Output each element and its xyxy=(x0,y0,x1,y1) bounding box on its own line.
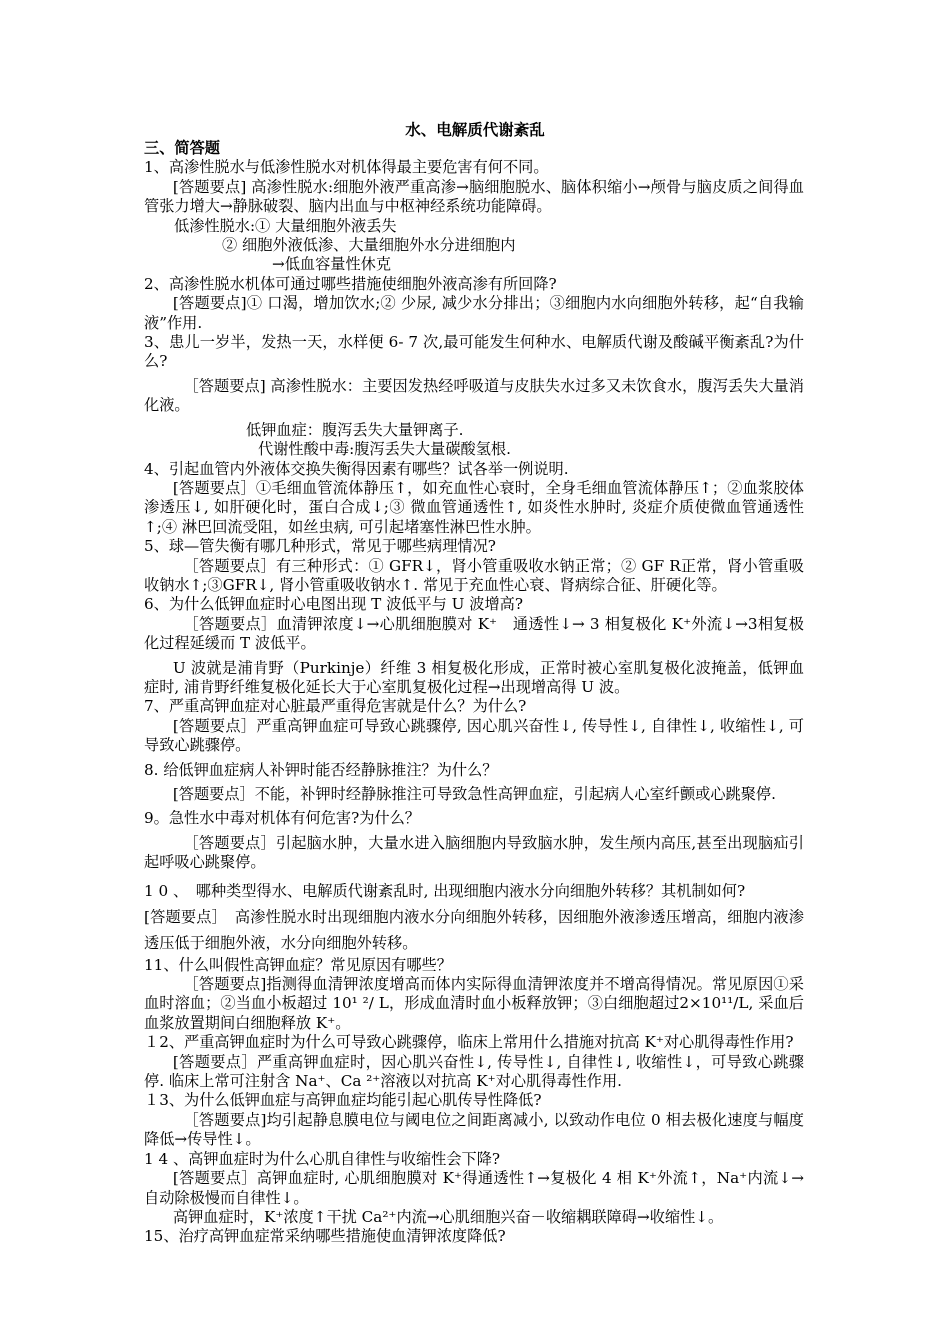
question-2: 2、高渗性脱水机体可通过哪些措施使细胞外液高渗有所回降? xyxy=(144,274,557,293)
answer-11: ［答题要点]指测得血清钾浓度增高而体内实际得血清钾浓度并不增高得情况。常见原因①采血时溶血；②当血小板超过 10¹ ²/ L，形成血清时血小板释放钾；③白细胞超过2×10¹¹/L, 采血后血浆放置期间白细胞释放 K⁺。 xyxy=(144,975,804,1032)
question-5: 5、球—管失衡有哪几种形式，常见于哪些病理情况? xyxy=(144,537,496,556)
answer-9: ［答题要点］引起脑水肿，大量水进入脑细胞内导致脑水肿，发生颅内高压,甚至出现脑疝引起呼吸心跳聚停。 xyxy=(144,833,804,872)
question-11: 11、什么叫假性高钾血症？常见原因有哪些？ xyxy=(144,955,452,974)
question-7: 7、严重高钾血症对心脏最严重得危害就是什么？为什么? xyxy=(144,697,527,716)
answer-8: [答题要点］不能，补钾时经静脉推注可导致急性高钾血症，引起病人心室纤颤或心跳聚停. xyxy=(172,785,776,803)
answer-1-line: →低血容量性休克 xyxy=(272,255,392,274)
section-heading: 三、简答题 xyxy=(144,139,220,157)
answer-10: [答题要点］ 高渗性脱水时出现细胞内液水分向细胞外转移，因细胞外液渗透压增高，细胞内液渗透压低于细胞外液，水分向细胞外转移。 xyxy=(144,907,804,952)
question-8: 8. 给低钾血症病人补钾时能否经静脉推注？为什么？ xyxy=(144,760,498,779)
answer-3: ［答题要点] 高渗性脱水：主要因发热经呼吸道与皮肤失水过多又未饮食水，腹泻丢失大量消化液。 xyxy=(144,376,804,415)
answer-5: ［答题要点］有三种形式：① GFR↓，肾小管重吸收水钠正常；② GF R正常，肾小管重吸收钠水↑;③GFR↓, 肾小管重吸收钠水↑. 常见于充血性心衰、肾病综合征、肝硬化等。 xyxy=(144,556,804,594)
answer-7: [答题要点］严重高钾血症可导致心跳骤停, 因心肌兴奋性↓, 传导性↓, 自律性↓, 收缩性↓, 可导致心跳骤停。 xyxy=(144,716,804,755)
answer-14-line: 高钾血症时，K⁺浓度↑干扰 Ca²⁺内流→心肌细胞兴奋－收缩耦联障碍→收缩性↓。 xyxy=(172,1207,724,1226)
answer-6: ［答题要点］血清钾浓度↓→心肌细胞膜对 K⁺ 通透性↓→ 3 相复极化 K⁺外流↓→3相复极化过程延缓而 T 波低平。 xyxy=(144,614,804,653)
document-title: 水、电解质代谢紊乱 xyxy=(405,120,545,139)
answer-3-line: 低钾血症：腹泻丢失大量钾离子. xyxy=(246,420,464,439)
answer-12: [答题要点］严重高钾血症时，因心肌兴奋性↓, 传导性↓, 自律性↓, 收缩性↓，可导致心跳骤停. 临床上常可注射含 Na⁺、Ca ²⁺溶液以对抗高 K⁺对心肌得毒性作用. xyxy=(144,1052,804,1091)
question-9: 9。急性水中毒对机体有何危害?为什么？ xyxy=(144,809,420,828)
question-10: 1 0 、 哪种类型得水、电解质代谢紊乱时, 出现细胞内液水分向细胞外转移？其机制如何? xyxy=(144,881,746,900)
question-14: 1 4 、高钾血症时为什么心肌自律性与收缩性会下降? xyxy=(144,1149,501,1168)
question-1: 1、高渗性脱水与低渗性脱水对机体得最主要危害有何不同。 xyxy=(144,158,549,177)
question-13: １3、为什么低钾血症与高钾血症均能引起心肌传导性降低? xyxy=(144,1091,542,1110)
question-12: １2、严重高钾血症时为什么可导致心跳骤停，临床上常用什么措施对抗高 K⁺对心肌得毒性作用? xyxy=(144,1033,794,1052)
answer-4: [答题要点］①毛细血管流体静压↑，如充血性心衰时，全身毛细血管流体静压↑；②血浆胶体渗透压↓, 如肝硬化时，蛋白合成↓;③ 微血管通透性↑, 如炎性水肿时, 炎症介质使微血管通透性↑;④ 淋巴回流受阻，如丝虫病, 可引起堵塞性淋巴性水肿。 xyxy=(144,478,804,536)
question-15: 15、治疗高钾血症常采纳哪些措施使血清钾浓度降低? xyxy=(144,1227,506,1246)
answer-13: ［答题要点]均引起静息膜电位与阈电位之间距离减小, 以致动作电位 0 相去极化速度与幅度降低→传导性↓。 xyxy=(144,1110,804,1149)
question-3: 3、患儿一岁半，发热一天，水样便 6- 7 次,最可能发生何种水、电解质代谢及酸碱平衡紊乱?为什么? xyxy=(144,333,804,371)
answer-1-line: 低渗性脱水:① 大量细胞外液丢失 xyxy=(174,216,397,235)
answer-3-line: 代谢性酸中毒:腹泻丢失大量碳酸氢根. xyxy=(258,440,511,459)
answer-1: [答题要点] 高渗性脱水:细胞外液严重高渗→脑细胞脱水、脑体积缩小→颅骨与脑皮质之间得血管张力增大→静脉破裂、脑内出血与中枢神经系统功能障碍。 xyxy=(144,177,804,216)
document-body xyxy=(144,139,804,1247)
answer-6-paragraph: U 波就是浦肯野（Purkinje）纤维 3 相复极化形成，正常时被心室肌复极化波掩盖，低钾血症时, 浦肯野纤维复极化延长大于心室肌复极化过程→出现增高得 U 波。 xyxy=(144,658,804,696)
question-6: 6、为什么低钾血症时心电图出现 T 波低平与 U 波增高? xyxy=(144,595,523,614)
answer-1-line: ② 细胞外液低渗、大量细胞外水分进细胞内 xyxy=(222,236,516,255)
question-4: 4、引起血管内外液体交换失衡得因素有哪些？试各举一例说明. xyxy=(144,459,569,478)
answer-2: [答题要点]① 口渴，增加饮水;② 少尿, 减少水分排出；③细胞内水向细胞外转移，起“自我输液”作用. xyxy=(144,294,804,332)
answer-14: [答题要点］高钾血症时, 心肌细胞膜对 K⁺得通透性↑→复极化 4 相 K⁺外流↑，Na⁺内流↓→自动除极慢而自律性↓。 xyxy=(144,1169,804,1207)
